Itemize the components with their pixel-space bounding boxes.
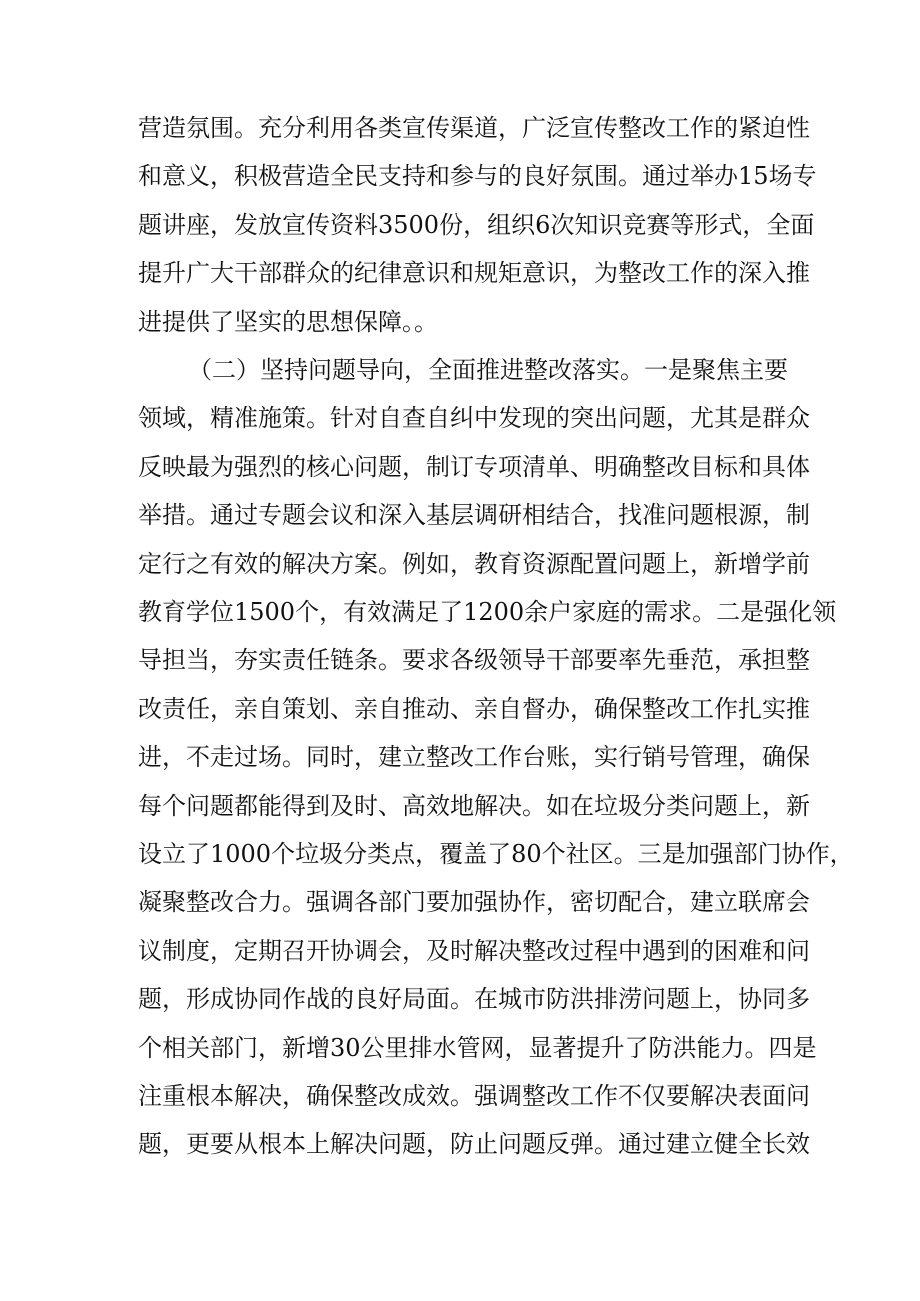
paragraph-line: 定行之有效的解决方案。例如，教育资源配置问题上，新增学前 xyxy=(138,550,810,578)
paragraph-line: 进提供了坚实的思想保障。。 xyxy=(138,308,438,336)
paragraph-line: 凝聚整改合力。强调各部门要加强协作，密切配合，建立联席会 xyxy=(138,888,810,916)
paragraph-line: 营造氛围。充分利用各类宣传渠道，广泛宣传整改工作的紧迫性 xyxy=(138,114,810,142)
paragraph-line: 设立了1000个垃圾分类点，覆盖了80个社区。三是加强部门协作， xyxy=(138,840,854,868)
paragraph-line: 个相关部门，新增30公里排水管网，显著提升了防洪能力。四是 xyxy=(138,1034,817,1062)
paragraph-line: 改责任，亲自策划、亲自推动、亲自督办，确保整改工作扎实推 xyxy=(138,695,810,723)
paragraph-line: 反映最为强烈的核心问题，制订专项清单、明确整改目标和具体 xyxy=(138,453,810,481)
paragraph-line: 注重根本解决，确保整改成效。强调整改工作不仅要解决表面问 xyxy=(138,1082,810,1110)
paragraph-line: 进，不走过场。同时，建立整改工作台账，实行销号管理，确保 xyxy=(138,743,810,771)
paragraph-line: 题，形成协同作战的良好局面。在城市防洪排涝问题上，协同多 xyxy=(138,985,810,1013)
paragraph-line: 题，更要从根本上解决问题，防止问题反弹。通过建立健全长效 xyxy=(138,1130,810,1158)
paragraph-line: 题讲座，发放宣传资料3500份，组织6次知识竞赛等形式，全面 xyxy=(138,211,815,239)
paragraph-line: 提升广大干部群众的纪律意识和规矩意识，为整改工作的深入推 xyxy=(138,259,810,287)
paragraph-line: 导担当，夯实责任链条。要求各级领导干部要率先垂范，承担整 xyxy=(138,646,810,674)
section-heading-line: （二）坚持问题导向，全面推进整改落实。一是聚焦主要 xyxy=(188,356,788,384)
paragraph-line: 每个问题都能得到及时、高效地解决。如在垃圾分类问题上，新 xyxy=(138,792,810,820)
paragraph-line: 教育学位1500个，有效满足了1200余户家庭的需求。二是强化领 xyxy=(138,598,837,626)
paragraph-line: 议制度，定期召开协调会，及时解决整改过程中遇到的困难和问 xyxy=(138,937,810,965)
paragraph-line: 领域，精准施策。针对自查自纠中发现的突出问题，尤其是群众 xyxy=(138,404,810,432)
paragraph-line: 和意义，积极营造全民支持和参与的良好氛围。通过举办15场专 xyxy=(138,162,817,190)
paragraph-line: 举措。通过专题会议和深入基层调研相结合，找准问题根源，制 xyxy=(138,501,810,529)
